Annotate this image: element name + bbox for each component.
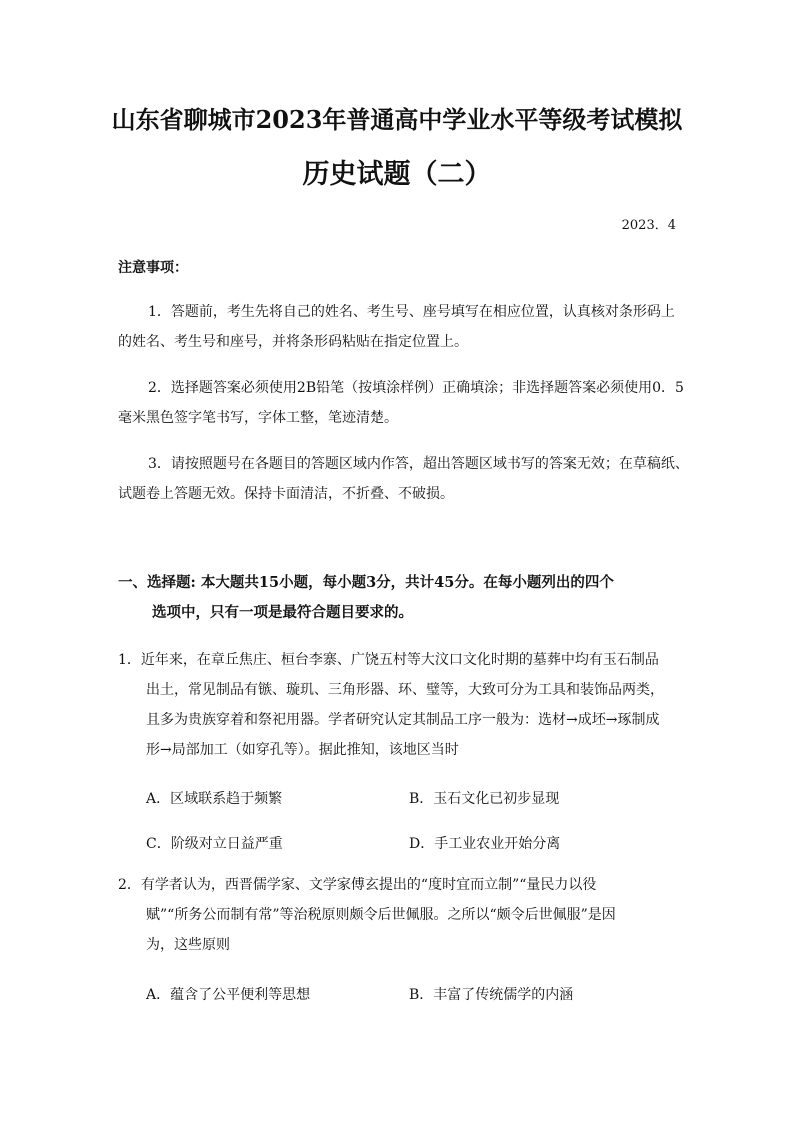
section-heading — [118, 568, 698, 628]
exam-subtitle: 历史试题（二） — [302, 159, 492, 190]
notice-item-1 — [118, 297, 688, 357]
notice-item-line: 2．选择题答案必须使用2B铅笔（按填涂样例）正确填涂；非选择题答案必须使用0．5 — [148, 380, 684, 396]
question-line: 出土，常见制品有镞、璇玑、三角形器、环、璧等，大致可分为工具和装饰品两类， — [146, 682, 664, 698]
notice-item-2 — [118, 373, 688, 433]
question-1-option-b: B．玉石文化已初步显现 — [409, 791, 560, 807]
section-heading-line: 一、选择题: 本大题共15小题，每小题3分，共计45分。在每小题列出的四个 — [118, 574, 614, 591]
question-2-option-a: A．蕴含了公平便利等思想 — [146, 987, 311, 1003]
notice-item-line: 毫米黑色签字笔书写，字体工整，笔迹清楚。 — [118, 410, 398, 426]
question-1 — [118, 645, 698, 765]
exam-title: 山东省聊城市2023年普通高中学业水平等级考试模拟 — [111, 105, 683, 134]
question-1-option-d: D．手工业农业开始分离 — [409, 836, 561, 852]
notice-heading: 注意事项： — [118, 260, 188, 276]
question-line: 2．有学者认为，西晋儒学家、文学家傅玄提出的“度时宜而立制”“量民力以役 — [118, 877, 597, 893]
exam-date: 2023．4 — [621, 218, 676, 233]
notice-item-line: 3．请按照题号在各题目的答题区域内作答，超出答题区域书写的答案无效；在草稿纸、 — [148, 456, 689, 472]
notice-item-line: 1．答题前，考生先将自己的姓名、考生号、座号填写在相应位置，认真核对条形码上 — [148, 304, 675, 320]
question-2 — [118, 870, 698, 960]
notice-item-3 — [118, 449, 688, 509]
question-1-option-c: C．阶级对立日益严重 — [146, 836, 283, 852]
question-1-option-a: A．区域联系趋于频繁 — [146, 791, 283, 807]
question-line: 为，这些原则 — [146, 937, 230, 953]
notice-item-line: 试题卷上答题无效。保持卡面清洁，不折叠、不破损。 — [118, 486, 454, 502]
question-line: 赋”“所务公而制有常”等治税原则颇令后世佩服。之所以“颇令后世佩服”是因 — [146, 907, 616, 923]
question-line: 1．近年来，在章丘焦庄、桓台李寨、广饶五村等大汶口文化时期的墓葬中均有玉石制品 — [118, 652, 659, 668]
question-line: 且多为贵族穿着和祭祀用器。学者研究认定其制品工序一般为：选材→成坯→琢制成 — [146, 712, 660, 728]
question-2-option-b: B．丰富了传统儒学的内涵 — [409, 987, 574, 1003]
notice-item-line: 的姓名、考生号和座号，并将条形码粘贴在指定位置上。 — [118, 334, 468, 350]
section-heading-line: 选项中，只有一项是最符合题目要求的。 — [152, 604, 413, 621]
question-line: 形→局部加工（如穿孔等）。据此推知，该地区当时 — [146, 742, 459, 758]
